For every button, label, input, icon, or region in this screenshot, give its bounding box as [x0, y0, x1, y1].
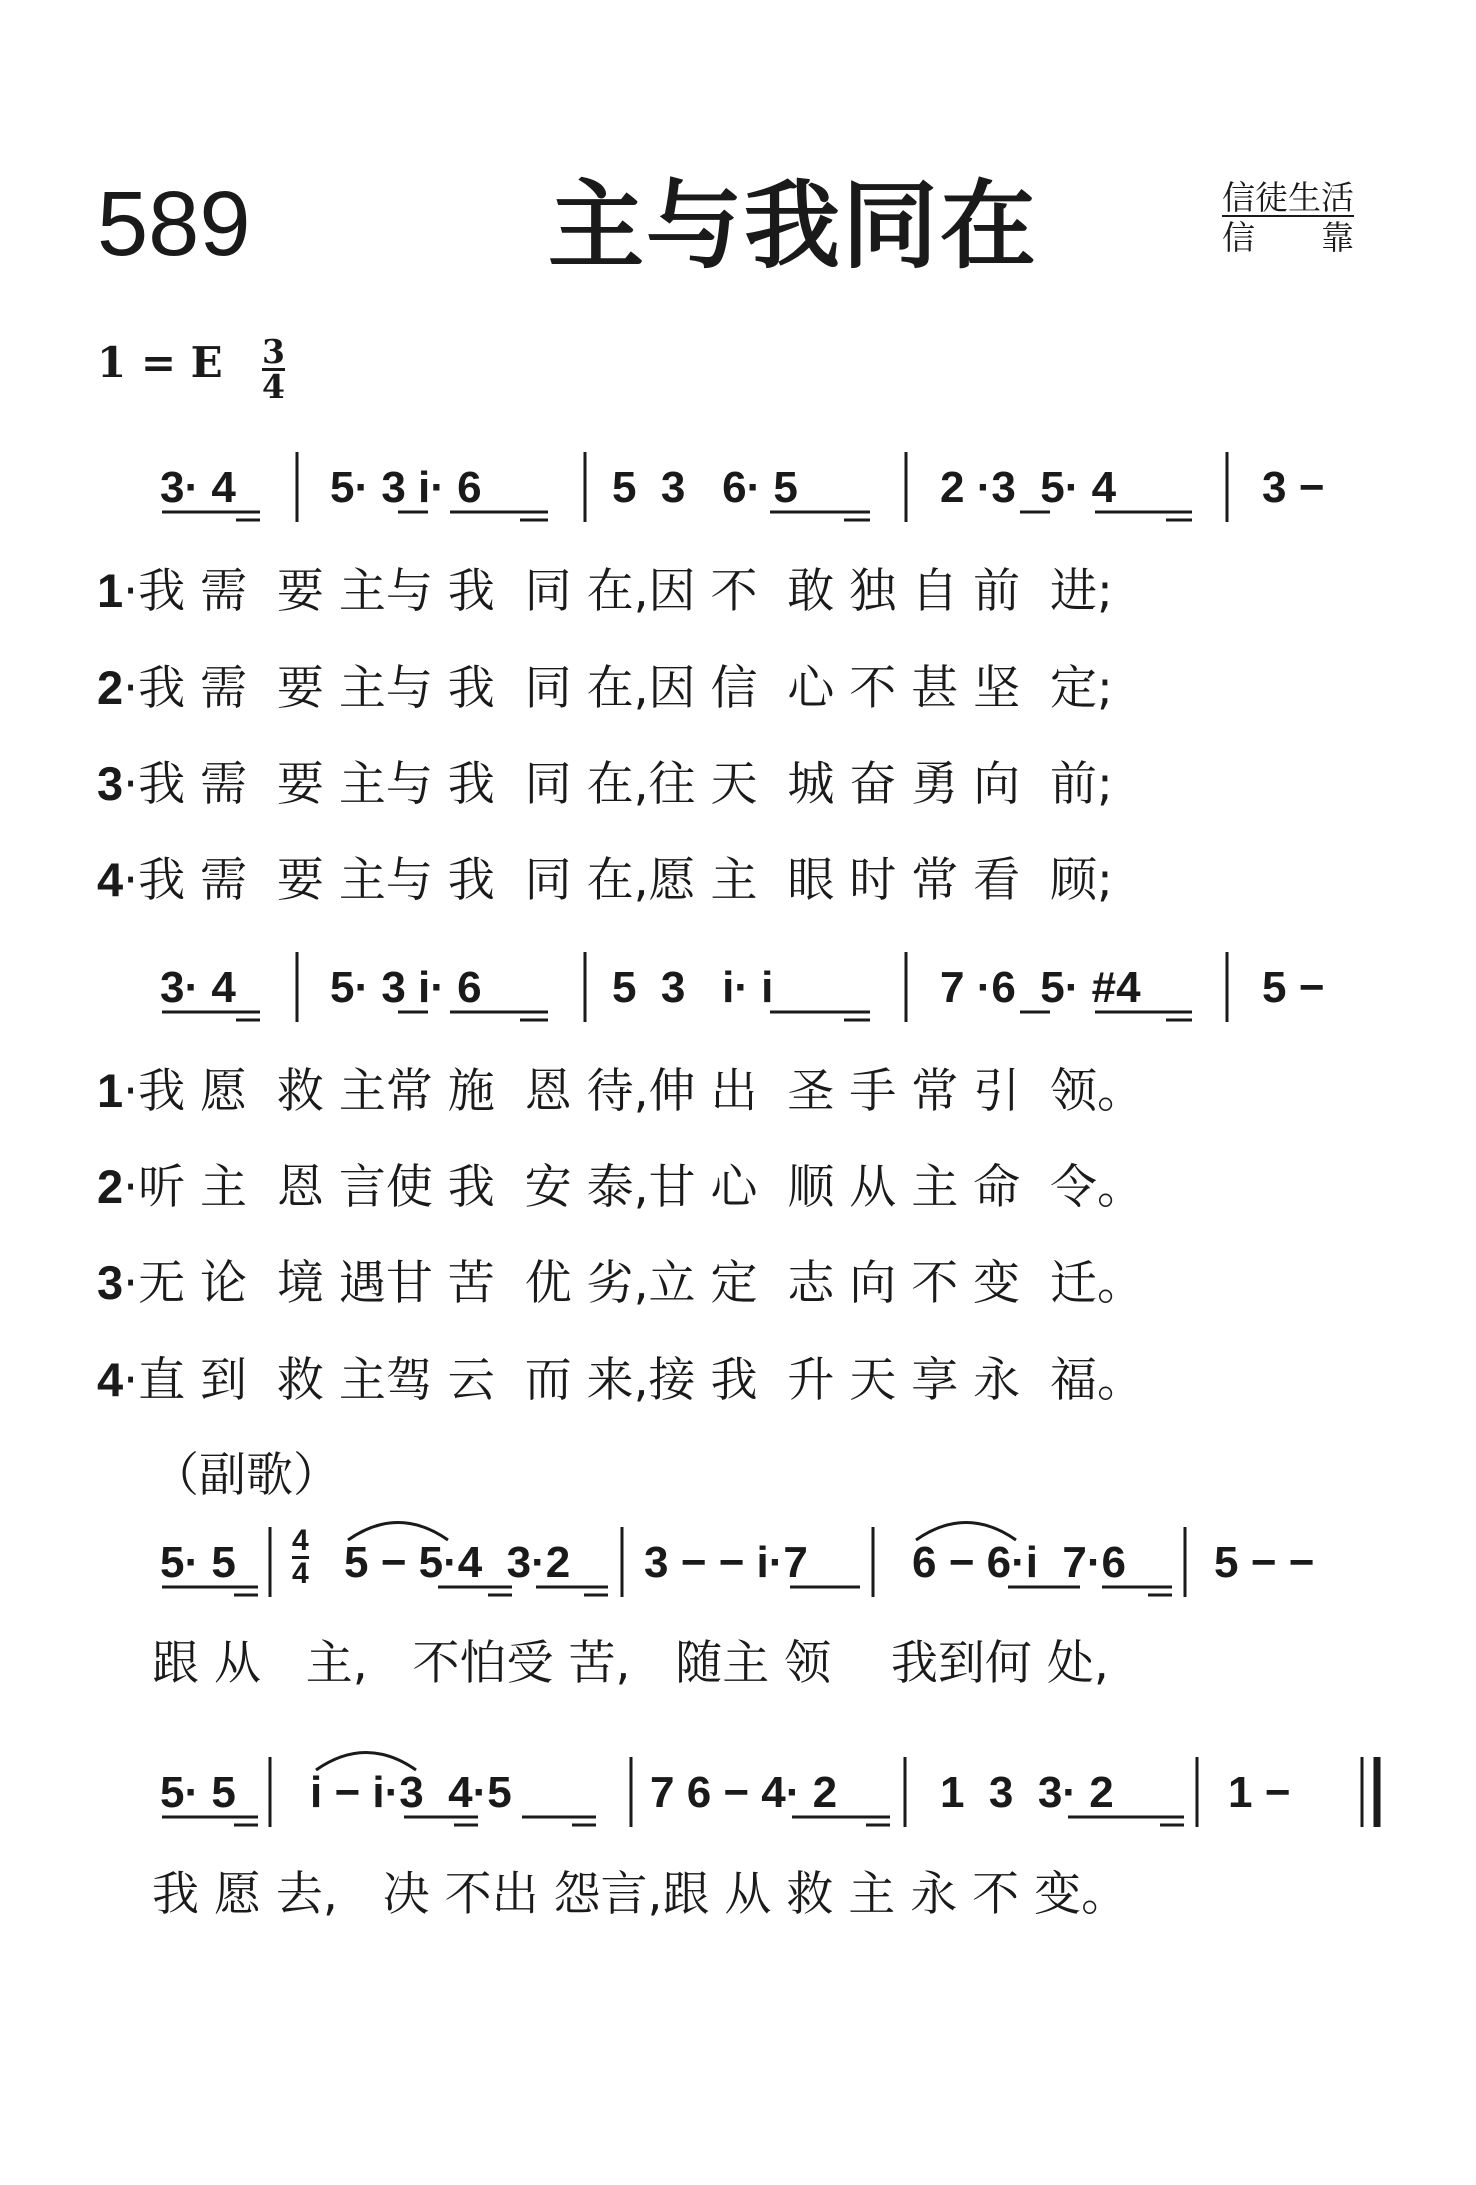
notation-measure: 1 − — [1228, 1768, 1291, 1817]
notation-measure: 7 ·6 5· #4 — [940, 963, 1141, 1012]
chorus-time-signature-top: 4 — [292, 1524, 309, 1557]
chorus-label: （副歌） — [152, 1448, 340, 1503]
verse-number: 2 — [97, 661, 124, 714]
verse-text: ·我 愿 救 主常 施 恩 待,伸 出 圣 手 常 引 领。 — [123, 1064, 1145, 1119]
chorus-time-signature-bottom: 4 — [292, 1557, 309, 1590]
verse-number: 1 — [97, 564, 124, 617]
lyric-line — [97, 564, 1113, 619]
notation-measure: 5 3 6· 5 — [612, 463, 798, 512]
credit-category: 信 靠 — [1222, 218, 1354, 257]
notation-measure: 5· 3 i· 6 — [330, 963, 482, 1012]
lyric-line — [97, 757, 1113, 812]
verse-number: 3 — [97, 1256, 124, 1309]
verse-text: ·无 论 境 遇甘 苦 优 劣,立 定 志 向 不 变 迁。 — [123, 1256, 1145, 1311]
verse-text: ·我 需 要 主与 我 同 在,愿 主 眼 时 常 看 顾; — [123, 853, 1113, 908]
notation-measure: 3· 4 — [160, 463, 236, 512]
notation-measure: 5 − 5·4 3·2 — [344, 1538, 571, 1587]
notation-measure: 2 ·3 5· 4 — [940, 463, 1117, 512]
chorus-time-signature — [292, 1526, 309, 1589]
verse-number: 1 — [97, 1064, 124, 1117]
key-signature: 1 = E — [97, 338, 223, 387]
notation-measure: 3· 4 — [160, 963, 236, 1012]
hymn-number: 589 — [97, 173, 251, 275]
notation-measure: 5· 5 — [160, 1768, 236, 1817]
notation-measure: 3 − — [1262, 463, 1325, 512]
notation-measure: 5· 3 i· 6 — [330, 463, 482, 512]
notation-measure: 3 − − i·7 — [644, 1538, 808, 1587]
chorus-lyric-line: 我 愿 去, 决 不出 怨言,跟 从 救 主 永 不 变。 — [152, 1867, 1129, 1922]
verse-text: ·我 需 要 主与 我 同 在,因 信 心 不 甚 坚 定; — [123, 661, 1113, 716]
lyric-line — [97, 1256, 1145, 1311]
verse-number: 3 — [97, 757, 124, 810]
time-signature-top: 3 — [262, 332, 285, 371]
notation-measure: 6 − 6·i 7·6 — [912, 1538, 1127, 1587]
notation-measure: 7 6 − 4· 2 — [650, 1768, 838, 1817]
verse-text: ·直 到 救 主驾 云 而 来,接 我 升 天 享 永 福。 — [123, 1353, 1145, 1408]
lyric-line — [97, 1160, 1145, 1215]
lyric-line — [97, 661, 1113, 716]
notation-measure: 1 3 3· 2 — [940, 1768, 1114, 1817]
lyric-line — [97, 853, 1113, 908]
notation-measure: 5 − — [1262, 963, 1325, 1012]
time-signature-bottom: 4 — [262, 367, 285, 406]
verse-number: 4 — [97, 853, 124, 906]
hymn-title: 主与我同在 — [548, 170, 1038, 282]
notation-measure: 5· 5 — [160, 1538, 236, 1587]
lyric-line — [97, 1064, 1145, 1119]
notation-measure: 5 − − — [1214, 1538, 1315, 1587]
verse-number: 4 — [97, 1353, 124, 1406]
verse-text: ·我 需 要 主与 我 同 在,因 不 敢 独 自 前 进; — [123, 564, 1113, 619]
notation-measure: i − i·3 4·5 — [310, 1768, 512, 1817]
verse-text: ·我 需 要 主与 我 同 在,往 天 城 奋 勇 向 前; — [123, 757, 1113, 812]
notation-measure: 5 3 i· i — [612, 963, 774, 1012]
lyric-line — [97, 1353, 1145, 1408]
credit-source: 信徒生活 — [1222, 178, 1354, 217]
verse-number: 2 — [97, 1160, 124, 1213]
verse-text: ·听 主 恩 言使 我 安 泰,甘 心 顺 从 主 命 令。 — [123, 1160, 1145, 1215]
chorus-lyric-line: 跟 从 主, 不怕受 苦, 随主 领 我到何 处, — [152, 1636, 1109, 1691]
